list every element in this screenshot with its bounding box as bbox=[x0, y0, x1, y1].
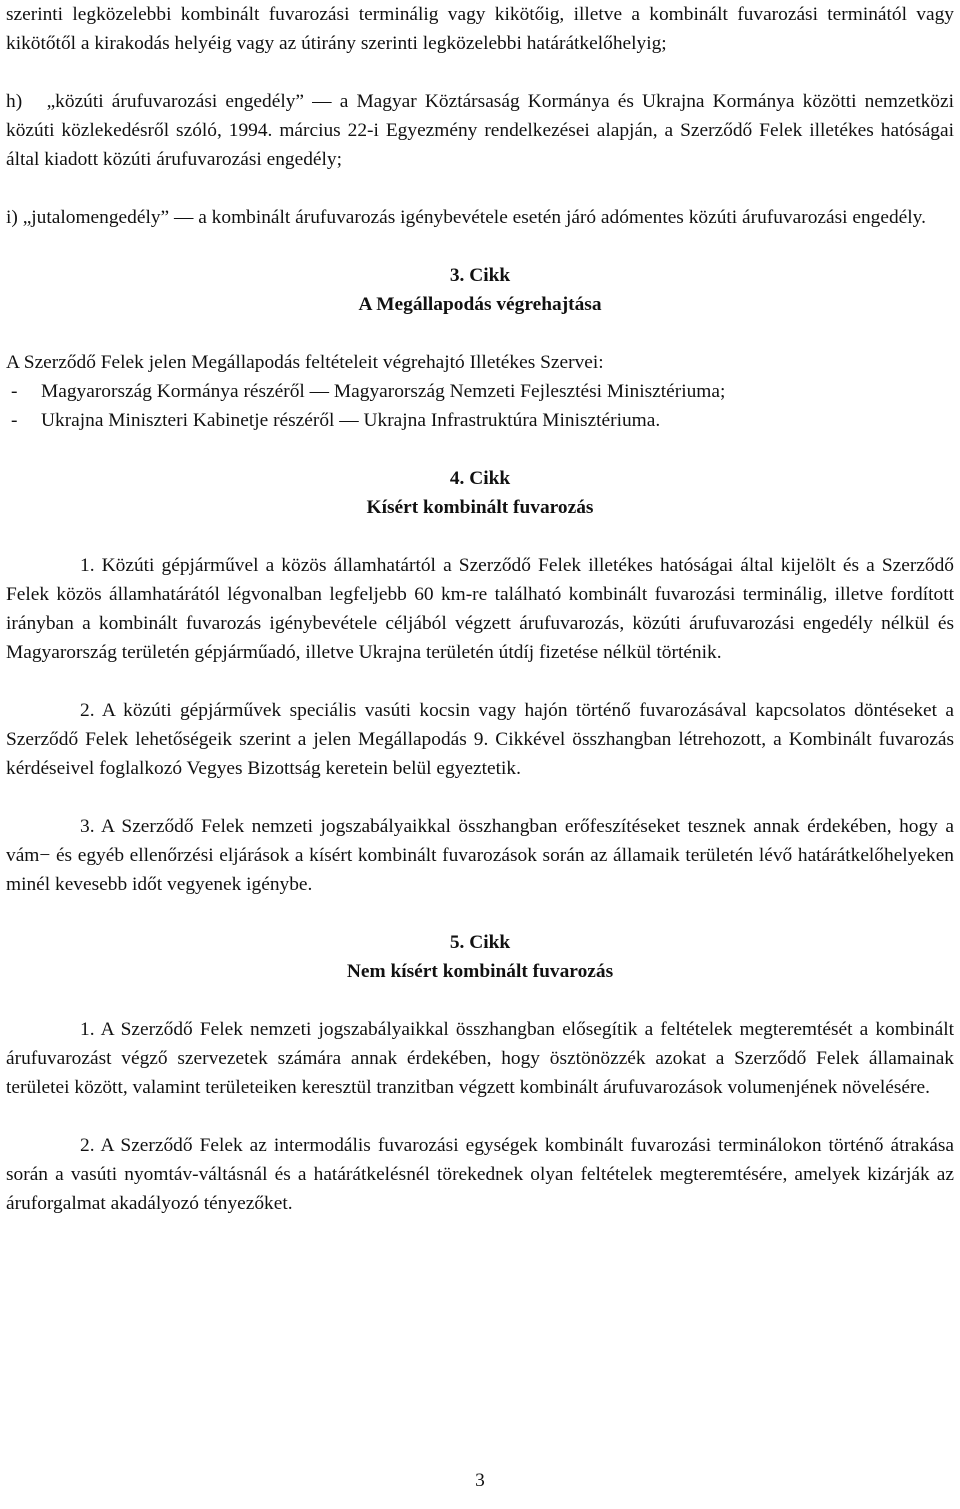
list-item bbox=[6, 406, 954, 435]
document-page bbox=[6, 0, 954, 1218]
article-4-paragraph-3: 3. A Szerződő Felek nemzeti jogszabályaikkal összhangban erőfeszítéseket tesznek annak érdekében, hogy a vám− és egyéb ellenőrzési eljárások a kísért kombinált fuvarozások során az államaik területén lévő határátkelőhelyeken minél kevesebb időt vegyenek igénybe. bbox=[6, 816, 954, 895]
paragraph-h-definition: h) „közúti árufuvarozási engedély” — a Magyar Köztársaság Kormánya és Ukrajna Kormánya közötti nemzetközi közúti közlekedésről szóló, 1994. március 22-i Egyezmény rendelkezései alapján, a Szerződő Felek illetékes hatóságai által kiadott közúti árufuvarozási engedély; bbox=[6, 91, 954, 170]
article-4-paragraph-1: 1. Közúti gépjárművel a közös államhatártól a Szerződő Felek illetékes hatóságai által kijelölt és a Szerződő Felek közös államhatárától légvonalban legfeljebb 60 km-re található kombinált fuvarozási terminálig, illetve fordított irányban a kombinált fuvarozás igénybevétele céljából végzett árufuvarozás, közúti árufuvarozási engedély nélkül és Magyarország területén gépjárműadó, illetve Ukrajna területén útdíj fizetése nélkül történik. bbox=[6, 555, 954, 663]
page-number: 3 bbox=[475, 1470, 485, 1491]
list-dash: - bbox=[11, 381, 18, 402]
list-item bbox=[6, 377, 954, 406]
article-5-number: 5. Cikk bbox=[449, 932, 511, 953]
article-4-paragraph-2: 2. A közúti gépjárművek speciális vasúti kocsin vagy hajón történő fuvarozásával kapcsolatos döntéseket a Szerződő Felek lehetőségeik szerint a jelen Megállapodás 9. Cikkével összhangban létrehozott, a Kombinált fuvarozás kérdéseivel foglalkozó Vegyes Bizottság keretein belül egyeztetik. bbox=[6, 700, 954, 779]
list-dash: - bbox=[11, 410, 18, 431]
article-5-title: Nem kísért kombinált fuvarozás bbox=[346, 961, 614, 982]
list-item-text: Ukrajna Miniszteri Kabinetje részéről — Ukrajna Infrastruktúra Minisztériuma. bbox=[41, 410, 661, 431]
article-3-number: 3. Cikk bbox=[449, 265, 511, 286]
list-item-text: Magyarország Kormánya részéről — Magyarország Nemzeti Fejlesztési Minisztériuma; bbox=[41, 381, 726, 402]
article-3-lead: A Szerződő Felek jelen Megállapodás feltételeit végrehajtó Illetékes Szervei: bbox=[6, 352, 604, 373]
article-3-title: A Megállapodás végrehajtása bbox=[358, 294, 602, 315]
paragraph-i-definition: i) „jutalomengedély” — a kombinált árufuvarozás igénybevétele esetén járó adómentes közúti árufuvarozási engedély. bbox=[6, 207, 926, 228]
article-5-paragraph-1: 1. A Szerződő Felek nemzeti jogszabályaikkal összhangban elősegítik a feltételek megteremtését a kombinált árufuvarozást végző szervezetek számára annak érdekében, hogy ösztönözzék azokat a Szerződő Felek államainak területei között, valamint területeiken keresztül tranzitban végzett kombinált árufuvarozások volumenjének növelésére. bbox=[6, 1019, 954, 1098]
article-4-number: 4. Cikk bbox=[449, 468, 511, 489]
paragraph-g-continuation: szerinti legközelebbi kombinált fuvarozási terminálig vagy kikötőig, illetve a kombinált fuvarozási terminától vagy kikötőtől a kirakodás helyéig vagy az útirány szerinti legközelebbi határátkelőhelyig; bbox=[6, 4, 954, 54]
article-5-paragraph-2: 2. A Szerződő Felek az intermodális fuvarozási egységek kombinált fuvarozási terminálokon történő átrakása során a vasúti nyomtáv-váltásnál és a határátkelésnél törekednek olyan feltételek megteremtésére, amelyek kizárják az áruforgalmat akadályozó tényezőket. bbox=[6, 1135, 954, 1214]
article-4-title: Kísért kombinált fuvarozás bbox=[366, 497, 594, 518]
